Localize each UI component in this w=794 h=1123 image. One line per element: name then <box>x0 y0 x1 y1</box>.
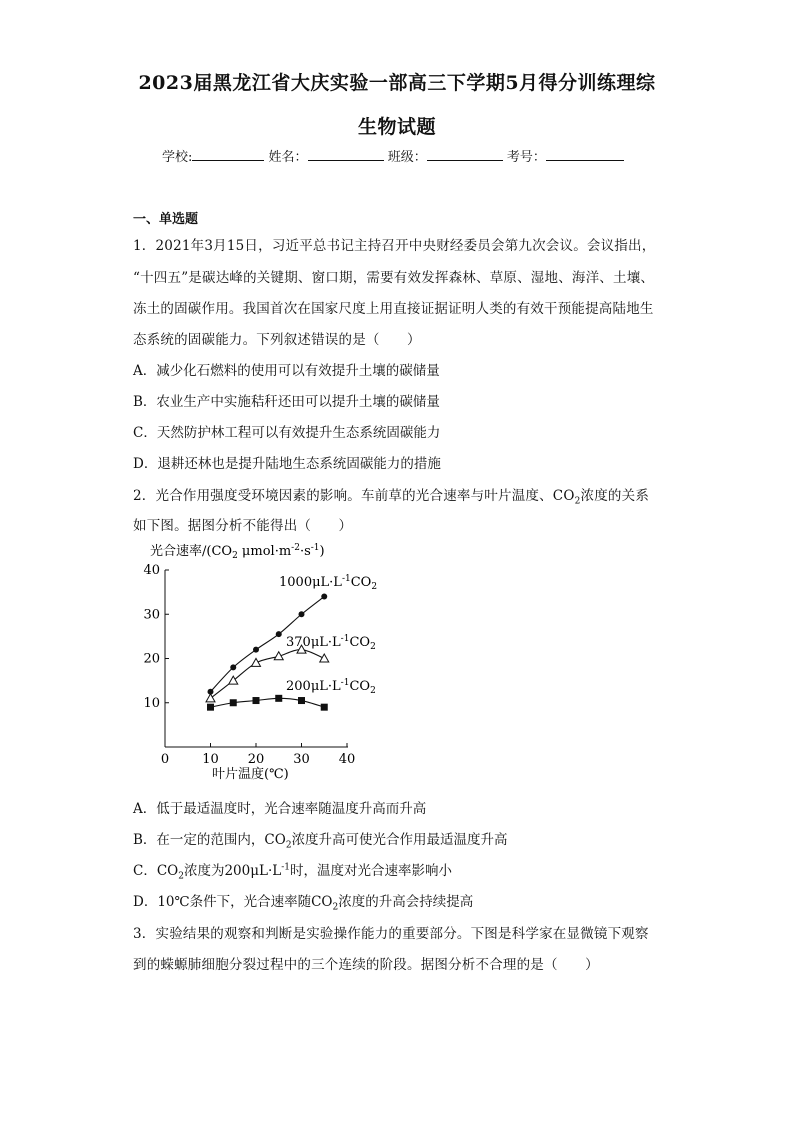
data-point-square <box>207 704 214 711</box>
school-blank <box>192 148 264 161</box>
data-point-circle <box>276 631 282 637</box>
data-point-square <box>321 704 328 711</box>
y-tick-label: 40 <box>143 563 160 578</box>
school-label: 学校: <box>162 150 193 165</box>
q1-stem-line: 1．2021年3月15日，习近平总书记主持召开中央财经委员会第九次会议。会议指出， <box>133 238 656 254</box>
data-point-square <box>298 697 305 704</box>
y-axis-label: 光合速率$/(CO_2$ $\mu mol\cdot m^{-2}\cdot s^{-1}$) <box>150 543 325 561</box>
series-line <box>211 698 325 707</box>
x-tick-label: 10 <box>202 752 219 767</box>
q2-stem-line: 2．光合作用强度受环境因素的影响。车前草的光合速率与叶片温度、$CO_2$浓度的关系 <box>133 488 650 507</box>
x-tick-label: 40 <box>338 752 356 767</box>
data-point-circle <box>321 594 327 600</box>
y-tick-label: 10 <box>143 695 160 711</box>
q1-option-a: A．减少化石燃料的使用可以有效提升土壤的碳储量 <box>133 363 440 379</box>
paper-title-line-1: 2023届黑龙江省大庆实验一部高三下学期5月得分训练理综 <box>138 72 656 94</box>
data-point-triangle <box>252 658 261 666</box>
series-label-370: $370\mu L\cdot L^{-1}CO_2$ <box>286 634 376 652</box>
y-tick-label: 20 <box>143 651 160 667</box>
data-point-circle <box>299 611 305 617</box>
series-label-1000: $1000\mu L\cdot L^{-1}CO_2$ <box>279 574 378 592</box>
q2-stem-line: 如下图。据图分析不能得出（ ） <box>133 518 353 534</box>
x-tick-label: 30 <box>293 752 310 767</box>
q1-option-d: D．退耕还林也是提升陆地生态系统固碳能力的措施 <box>133 456 441 472</box>
q3-stem-line: 3．实验结果的观察和判断是实验操作能力的重要部分。下图是科学家在显微镜下观察 <box>133 926 649 942</box>
name-blank <box>308 148 384 161</box>
class-blank <box>427 148 503 161</box>
x-tick-label: 20 <box>247 752 265 767</box>
x-axis-label: 叶片温度(℃) <box>212 767 289 782</box>
name-label: 姓名： <box>268 150 308 165</box>
paper-title-line-2: 生物试题 <box>357 116 436 138</box>
q2-option-b: B．在一定的范围内，$CO_2$浓度升高可使光合作用最适温度升高 <box>133 832 508 851</box>
number-label: 考号： <box>506 150 546 165</box>
data-point-square <box>230 699 237 706</box>
data-point-triangle <box>320 654 329 662</box>
photosynthesis-chart <box>140 538 400 783</box>
q1-stem-line: “十四五”是碳达峰的关键期、窗口期，需要有效发挥森林、草原、湿地、海洋、土壤、 <box>133 270 655 286</box>
q2-option-a: A．低于最适温度时，光合速率随温度升高而升高 <box>133 801 427 817</box>
q1-option-b: B．农业生产中实施秸秆还田可以提升土壤的碳储量 <box>133 394 440 410</box>
data-point-square <box>275 695 282 702</box>
series-label-200: $200\mu L\cdot L^{-1}CO_2$ <box>286 678 376 696</box>
number-blank <box>546 148 624 161</box>
q1-stem-line: 冻土的固碳作用。我国首次在国家尺度上用直接证据证明人类的有效干预能提高陆地生 <box>133 301 654 317</box>
data-point-triangle <box>229 676 238 684</box>
y-tick-label: 30 <box>143 607 160 623</box>
q2-option-d: D．10℃条件下，光合速率随$CO_2$浓度的升高会持续提高 <box>133 894 474 913</box>
x-tick-label: 0 <box>160 752 170 767</box>
q1-stem-line: 态系统的固碳能力。下列叙述错误的是（ ） <box>133 332 421 348</box>
student-info-row <box>162 146 624 165</box>
data-point-circle <box>253 647 259 653</box>
q1-option-c: C．天然防护林工程可以有效提升生态系统固碳能力 <box>133 425 441 441</box>
q2-option-c: C．$CO_2$浓度为$200\mu L\cdot L^{-1}$时，温度对光合速率影响小 <box>133 862 453 882</box>
q3-stem-line: 到的蝾螈肺细胞分裂过程中的三个连续的阶段。据图分析不合理的是（ ） <box>133 957 599 973</box>
class-label: 班级： <box>387 150 427 165</box>
data-point-triangle <box>206 694 215 702</box>
data-point-square <box>253 697 260 704</box>
section-heading: 一、单选题 <box>133 212 199 227</box>
data-point-circle <box>230 664 236 670</box>
